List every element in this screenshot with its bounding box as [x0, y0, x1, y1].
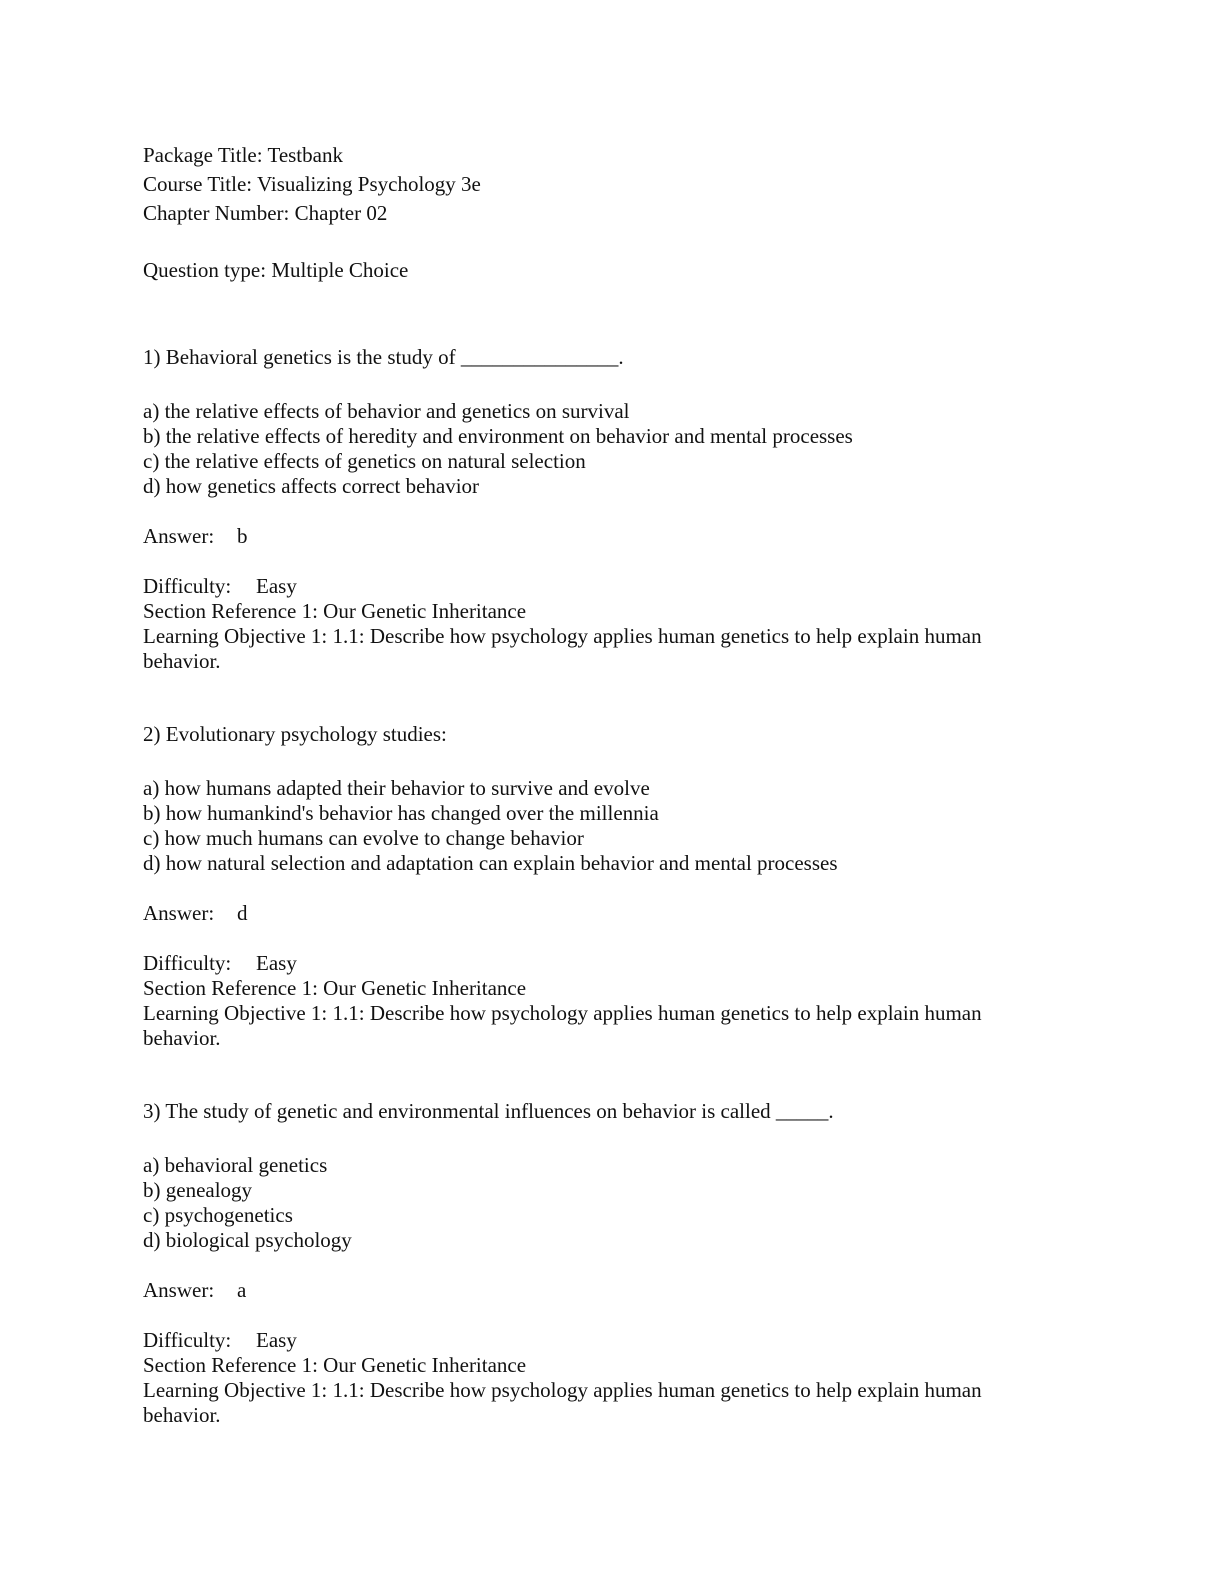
section-reference: Section Reference 1: Our Genetic Inheritance	[143, 1353, 527, 1377]
difficulty-value: Easy	[256, 574, 297, 598]
answer-option: b) genealogy	[143, 1178, 253, 1202]
difficulty-line	[143, 951, 1043, 976]
answer-value: a	[237, 1278, 247, 1302]
difficulty-line	[143, 574, 1043, 599]
difficulty-value: Easy	[256, 1328, 297, 1352]
difficulty-label: Difficulty:	[143, 951, 232, 975]
question-prompt: 2) Evolutionary psychology studies:	[143, 722, 447, 746]
answer-option: c) the relative effects of genetics on natural selection	[143, 449, 586, 473]
answer-option: d) how natural selection and adaptation can explain behavior and mental processes	[143, 851, 838, 875]
package-title: Package Title: Testbank	[143, 143, 343, 167]
question-type: Question type: Multiple Choice	[143, 258, 409, 282]
answer-option: b) how humankind's behavior has changed over the millennia	[143, 801, 659, 825]
answer-option: a) how humans adapted their behavior to survive and evolve	[143, 776, 650, 800]
difficulty-line	[143, 1328, 1043, 1353]
answer-line	[143, 1278, 1043, 1303]
answer-line	[143, 524, 1043, 549]
learning-objective-continued: behavior.	[143, 649, 221, 673]
section-reference: Section Reference 1: Our Genetic Inheritance	[143, 976, 527, 1000]
question-block	[143, 345, 1043, 674]
answer-value: d	[237, 901, 248, 925]
answer-label: Answer:	[143, 901, 215, 925]
difficulty-label: Difficulty:	[143, 574, 232, 598]
answer-option: a) the relative effects of behavior and genetics on survival	[143, 399, 630, 423]
question-prompt: 1) Behavioral genetics is the study of _______________.	[143, 345, 624, 369]
chapter-number: Chapter Number: Chapter 02	[143, 201, 388, 225]
question-prompt: 3) The study of genetic and environmental influences on behavior is called _____.	[143, 1099, 834, 1123]
answer-value: b	[237, 524, 248, 548]
learning-objective-continued: behavior.	[143, 1026, 221, 1050]
answer-option: b) the relative effects of heredity and environment on behavior and mental processes	[143, 424, 853, 448]
question-block	[143, 722, 1043, 1051]
difficulty-value: Easy	[256, 951, 297, 975]
answer-option: c) psychogenetics	[143, 1203, 293, 1227]
answer-line	[143, 901, 1043, 926]
learning-objective: Learning Objective 1: 1.1: Describe how psychology applies human genetics to help explain human	[143, 1378, 982, 1402]
answer-option: d) biological psychology	[143, 1228, 352, 1252]
course-title: Course Title: Visualizing Psychology 3e	[143, 172, 481, 196]
learning-objective: Learning Objective 1: 1.1: Describe how psychology applies human genetics to help explain human	[143, 624, 982, 648]
document-page	[143, 143, 1043, 1428]
answer-option: d) how genetics affects correct behavior	[143, 474, 480, 498]
learning-objective: Learning Objective 1: 1.1: Describe how psychology applies human genetics to help explain human	[143, 1001, 982, 1025]
section-reference: Section Reference 1: Our Genetic Inheritance	[143, 599, 527, 623]
learning-objective-continued: behavior.	[143, 1403, 221, 1427]
answer-option: a) behavioral genetics	[143, 1153, 328, 1177]
answer-option: c) how much humans can evolve to change behavior	[143, 826, 584, 850]
difficulty-label: Difficulty:	[143, 1328, 232, 1352]
document-header	[143, 143, 1043, 283]
answer-label: Answer:	[143, 1278, 215, 1302]
answer-label: Answer:	[143, 524, 215, 548]
question-block	[143, 1099, 1043, 1428]
